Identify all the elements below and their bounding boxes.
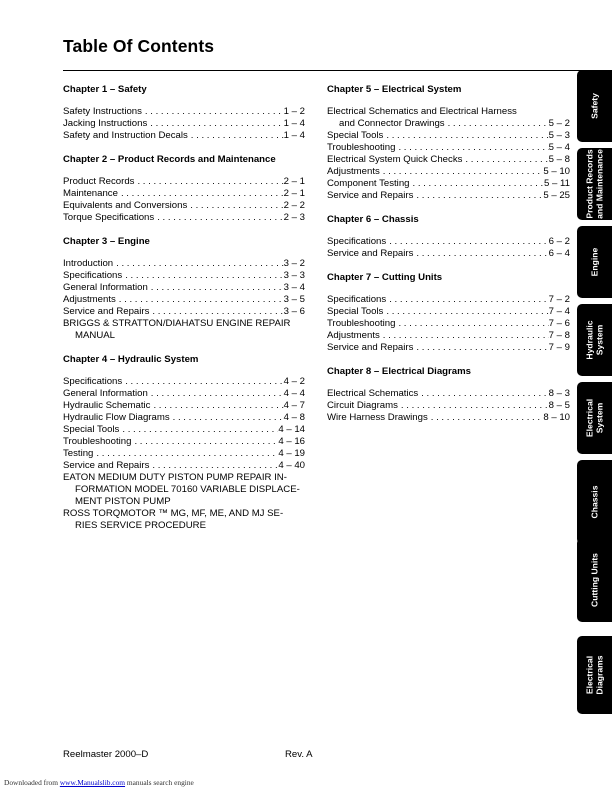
chapter-tab-label — [590, 553, 600, 607]
toc-entry[interactable] — [327, 236, 570, 248]
toc-entry[interactable] — [63, 436, 305, 448]
entry-title: Service and Repairs — [63, 306, 150, 317]
toc-note — [63, 472, 305, 508]
entry-title: Product Records — [63, 176, 135, 187]
entry-title: Electrical Schematics — [327, 388, 419, 399]
chapter-tab-label — [585, 655, 604, 694]
entry-title-cont: and Connector Drawings — [339, 118, 445, 129]
note-line: EATON MEDIUM DUTY PISTON PUMP REPAIR IN- — [63, 472, 287, 483]
entry-title: Adjustments — [327, 330, 380, 341]
download-prefix: Downloaded from — [4, 778, 60, 787]
entry-title: Jacking Instructions — [63, 118, 148, 129]
toc-entry[interactable] — [327, 130, 570, 142]
dot-leader — [122, 270, 283, 282]
chapter-tab-label — [585, 320, 604, 359]
entry-page: 7 – 9 — [548, 342, 570, 353]
download-note — [4, 778, 194, 787]
toc-entry[interactable] — [63, 118, 305, 130]
entry-title: Adjustments — [63, 294, 116, 305]
chapter-section — [327, 84, 570, 202]
entry-page: 3 – 4 — [283, 282, 305, 293]
toc-entry[interactable] — [63, 258, 305, 270]
entry-title: Service and Repairs — [63, 460, 150, 471]
chapter-tab[interactable] — [577, 304, 612, 376]
note-line: MANUAL — [75, 330, 115, 341]
toc-entry[interactable] — [327, 294, 570, 306]
tab-line: Electrical — [584, 398, 594, 438]
toc-entry[interactable] — [327, 330, 570, 342]
dot-leader — [118, 188, 284, 200]
entry-title: Safety and Instruction Decals — [63, 130, 188, 141]
entry-page: 4 – 7 — [283, 400, 305, 411]
chapter-heading: Chapter 1 – Safety — [63, 84, 147, 95]
dot-leader — [418, 388, 548, 400]
footer-model: Reelmaster 2000–D — [63, 749, 149, 760]
entry-page: 3 – 5 — [283, 294, 305, 305]
entry-page: 7 – 8 — [548, 330, 570, 341]
toc-note — [63, 508, 305, 532]
entry-title: Hydraulic Flow Diagrams — [63, 412, 170, 423]
chapter-tab[interactable] — [577, 70, 612, 142]
entry-page: 1 – 2 — [283, 106, 305, 117]
entry-title: Introduction — [63, 258, 114, 269]
toc-entry[interactable] — [63, 270, 305, 282]
entry-page: 2 – 3 — [283, 212, 305, 223]
note-line: RIES SERVICE PROCEDURE — [75, 520, 206, 531]
tab-line: Diagrams — [593, 655, 604, 695]
entry-title: General Information — [63, 388, 148, 399]
dot-leader — [147, 118, 283, 130]
entry-page: 4 – 19 — [278, 448, 305, 459]
entry-page: 4 – 2 — [283, 376, 305, 387]
entry-page: 3 – 6 — [283, 306, 305, 317]
dot-leader — [410, 178, 545, 190]
toc-right-column — [327, 84, 570, 436]
entry-title: Service and Repairs — [327, 342, 414, 353]
toc-entry[interactable] — [63, 294, 305, 306]
entry-line2 — [327, 118, 570, 130]
entry-page: 6 – 4 — [548, 248, 570, 259]
toc-entry[interactable] — [327, 154, 570, 166]
entry-title: Service and Repairs — [327, 248, 414, 259]
dot-leader — [148, 388, 284, 400]
entry-title: Special Tools — [63, 424, 120, 435]
entry-page: 6 – 2 — [548, 236, 570, 247]
chapter-heading: Chapter 3 – Engine — [63, 236, 150, 247]
toc-entry[interactable] — [63, 306, 305, 318]
entry-title: Torque Specifications — [63, 212, 155, 223]
toc-left-column — [63, 84, 305, 544]
toc-entry[interactable] — [327, 400, 570, 412]
chapter-heading: Chapter 7 – Cutting Units — [327, 272, 443, 283]
entry-page: 1 – 4 — [283, 118, 305, 129]
entry-page: 4 – 4 — [283, 388, 305, 399]
toc-entry[interactable] — [327, 142, 570, 154]
toc-entry[interactable] — [63, 448, 305, 460]
tab-line: Product Records — [584, 149, 594, 219]
tab-line: System — [593, 402, 604, 434]
toc-entry[interactable] — [63, 176, 305, 188]
entry-page: 8 – 3 — [548, 388, 570, 399]
dot-leader — [116, 294, 284, 306]
entry-title: Specifications — [63, 376, 123, 387]
toc-entry[interactable] — [63, 188, 305, 200]
entry-page: 8 – 10 — [543, 412, 570, 423]
entry-page: 5 – 4 — [548, 142, 570, 153]
chapter-tab-label — [590, 486, 600, 519]
toc-entry[interactable] — [327, 388, 570, 400]
entry-page: 2 – 2 — [283, 200, 305, 211]
entry-page: 4 – 40 — [278, 460, 305, 471]
dot-leader — [187, 200, 283, 212]
chapter-section — [63, 154, 305, 224]
entry-page: 8 – 5 — [548, 400, 570, 411]
chapter-section — [327, 272, 570, 354]
entry-title: Testing — [63, 448, 94, 459]
dot-leader — [386, 294, 548, 306]
entry-page: 2 – 1 — [283, 176, 305, 187]
toc-entry[interactable] — [327, 318, 570, 330]
dot-leader — [154, 212, 283, 224]
entry-page: 3 – 2 — [283, 258, 305, 269]
dot-leader — [380, 330, 549, 342]
dot-leader — [413, 190, 543, 202]
note-line: BRIGGS & STRATTON/DIAHATSU ENGINE REPAIR — [63, 318, 291, 329]
chapter-section — [327, 366, 570, 424]
dot-leader — [428, 412, 544, 424]
chapter-heading: Chapter 5 – Electrical System — [327, 84, 462, 95]
note-line: MENT PISTON PUMP — [75, 496, 171, 507]
toc-entry[interactable] — [63, 424, 305, 436]
toc-note — [63, 318, 305, 342]
chapter-tab-label — [590, 248, 600, 277]
tab-line: Electrical — [584, 655, 594, 695]
dot-leader — [383, 306, 548, 318]
entry-title: Wire Harness Drawings — [327, 412, 428, 423]
footer-revision: Rev. A — [285, 749, 313, 760]
tab-line: Chassis — [588, 485, 599, 519]
entry-page: 4 – 8 — [283, 412, 305, 423]
tab-line: Engine — [588, 247, 599, 277]
toc-entry[interactable] — [63, 412, 305, 424]
chapter-heading: Chapter 8 – Electrical Diagrams — [327, 366, 471, 377]
chapter-heading: Chapter 4 – Hydraulic System — [63, 354, 199, 365]
dot-leader — [149, 460, 278, 472]
toc-entry[interactable] — [327, 248, 570, 260]
dot-leader — [142, 106, 284, 118]
toc-entry[interactable] — [327, 106, 570, 130]
dot-leader — [113, 258, 284, 270]
entry-title: Electrical System Quick Checks — [327, 154, 463, 165]
entry-title: General Information — [63, 282, 148, 293]
entry-title: Maintenance — [63, 188, 118, 199]
chapter-section — [63, 84, 305, 142]
dot-leader — [383, 130, 548, 142]
entry-page: 5 – 3 — [548, 130, 570, 141]
entry-title: Service and Repairs — [327, 190, 414, 201]
title-rule — [63, 70, 611, 71]
tab-line: and Maintenance — [593, 149, 604, 219]
toc-entry[interactable] — [63, 400, 305, 412]
entry-title: Specifications — [327, 236, 387, 247]
entry-page: 7 – 4 — [548, 306, 570, 317]
manualslib-link[interactable]: www.Manualslib.com — [59, 778, 126, 787]
chapter-section — [327, 214, 570, 260]
dot-leader — [386, 236, 548, 248]
tab-line: Hydraulic — [584, 320, 594, 360]
dot-leader — [395, 318, 548, 330]
dot-leader — [122, 376, 283, 388]
entry-page: 1 – 4 — [283, 130, 305, 141]
entry-page: 5 – 11 — [544, 178, 570, 189]
chapter-tab[interactable] — [577, 636, 612, 714]
entry-page: 7 – 6 — [548, 318, 570, 329]
dot-leader — [131, 436, 278, 448]
toc-entry[interactable] — [63, 388, 305, 400]
entry-title: Specifications — [63, 270, 123, 281]
entry-page: 4 – 14 — [278, 424, 305, 435]
chapter-tab-label — [585, 399, 604, 437]
dot-leader — [188, 130, 284, 142]
toc-entry[interactable] — [327, 412, 570, 424]
chapter-section — [63, 236, 305, 342]
dot-leader — [380, 166, 544, 178]
entry-title: Hydraulic Schematic — [63, 400, 151, 411]
dot-leader — [148, 282, 284, 294]
tab-line: Cutting Units — [588, 553, 599, 607]
entry-title: Safety Instructions — [63, 106, 142, 117]
dot-leader — [395, 142, 548, 154]
tab-line: Safety — [588, 93, 599, 119]
chapter-tab[interactable] — [577, 226, 612, 298]
toc-entry[interactable] — [63, 212, 305, 224]
toc-entry[interactable] — [63, 460, 305, 472]
toc-entry[interactable] — [327, 190, 570, 202]
dot-leader — [413, 342, 548, 354]
chapter-section — [63, 354, 305, 532]
toc-entry[interactable] — [327, 306, 570, 318]
toc-entry[interactable] — [63, 106, 305, 118]
entry-page: 5 – 8 — [548, 154, 570, 165]
entry-page: 5 – 25 — [543, 190, 570, 201]
dot-leader — [93, 448, 278, 460]
chapter-tab[interactable] — [577, 382, 612, 454]
dot-leader — [170, 412, 284, 424]
dot-leader — [398, 400, 549, 412]
entry-page: 5 – 2 — [548, 118, 570, 129]
chapter-heading: Chapter 6 – Chassis — [327, 214, 419, 225]
chapter-tab[interactable] — [577, 148, 612, 220]
entry-page: 7 – 2 — [548, 294, 570, 305]
entry-page: 2 – 1 — [283, 188, 305, 199]
entry-title: Electrical Schematics and Electrical Harness — [327, 106, 517, 117]
note-line: ROSS TORQMOTOR ™ MG, MF, ME, AND MJ SE- — [63, 508, 284, 519]
chapter-heading: Chapter 2 – Product Records and Maintenance — [63, 154, 276, 165]
toc-entry[interactable] — [63, 282, 305, 294]
entry-page: 3 – 3 — [283, 270, 305, 281]
download-suffix: manuals search engine — [125, 778, 194, 787]
dot-leader — [150, 400, 283, 412]
dot-leader — [134, 176, 283, 188]
toc-entry[interactable] — [327, 342, 570, 354]
entry-title: Special Tools — [327, 130, 384, 141]
toc-entry[interactable] — [63, 200, 305, 212]
chapter-tab-label — [585, 149, 604, 219]
toc-entry[interactable] — [63, 376, 305, 388]
dot-leader — [445, 118, 549, 130]
note-line: FORMATION MODEL 70160 VARIABLE DISPLACE- — [75, 484, 300, 495]
page-title: Table Of Contents — [63, 36, 215, 56]
entry-page: 5 – 10 — [543, 166, 570, 177]
entry-title: Equivalents and Conversions — [63, 200, 188, 211]
dot-leader — [119, 424, 278, 436]
entry-page: 4 – 16 — [278, 436, 305, 447]
entry-title: Troubleshooting — [327, 318, 396, 329]
dot-leader — [149, 306, 283, 318]
chapter-tab[interactable] — [577, 460, 612, 544]
toc-entry[interactable] — [327, 178, 570, 190]
chapter-tab[interactable] — [577, 538, 612, 622]
toc-entry[interactable] — [63, 130, 305, 142]
entry-title: Troubleshooting — [327, 142, 396, 153]
dot-leader — [413, 248, 548, 260]
entry-title: Circuit Diagrams — [327, 400, 398, 411]
toc-entry[interactable] — [327, 166, 570, 178]
entry-title: Specifications — [327, 294, 387, 305]
tab-line: System — [593, 324, 604, 356]
entry-title: Adjustments — [327, 166, 380, 177]
entry-title: Troubleshooting — [63, 436, 132, 447]
chapter-tab-label — [590, 93, 600, 119]
entry-title: Special Tools — [327, 306, 384, 317]
dot-leader — [462, 154, 548, 166]
entry-title: Component Testing — [327, 178, 410, 189]
